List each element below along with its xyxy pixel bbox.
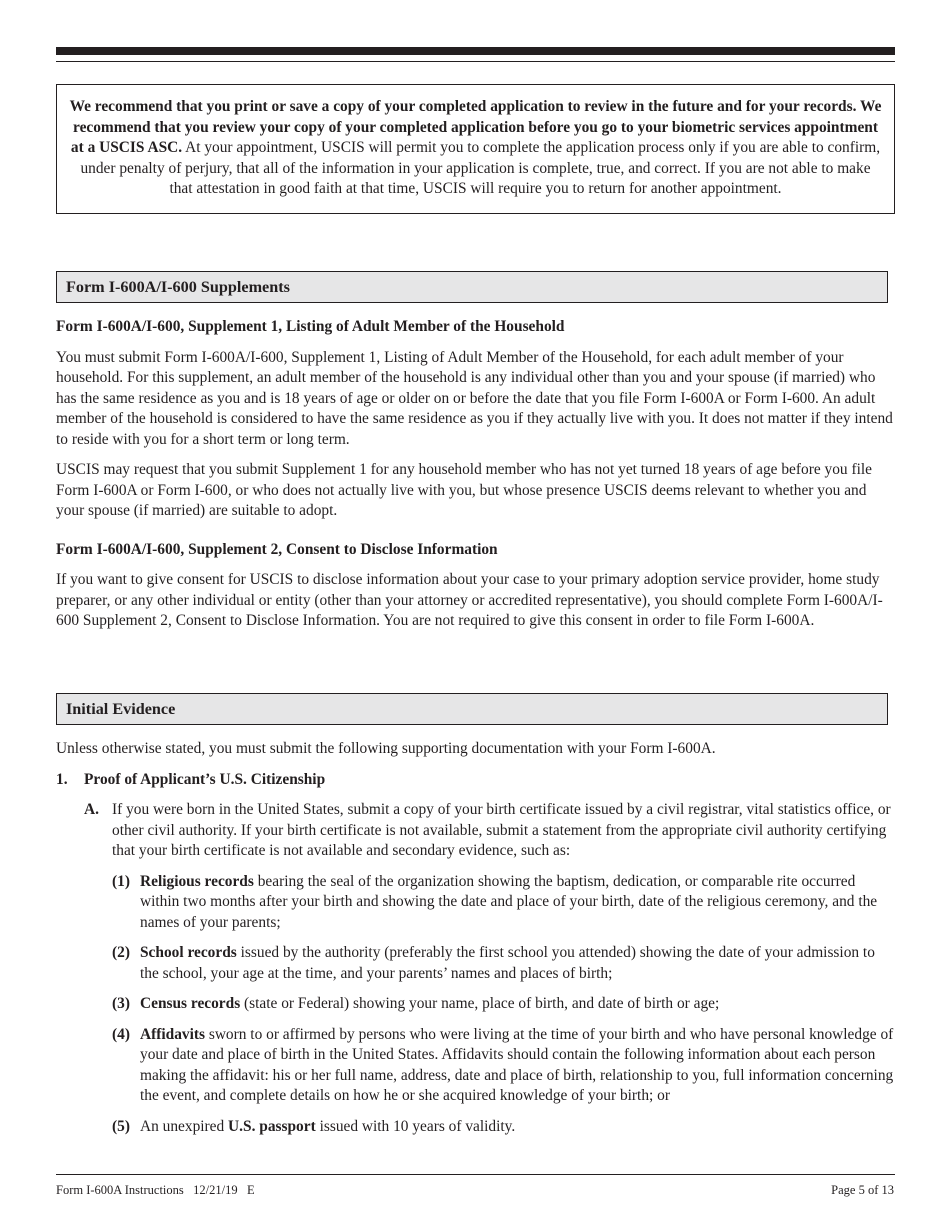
list-subitem-bold: Religious records [140, 872, 254, 890]
list-subitem-number: (1) [112, 872, 130, 890]
supplement-1-title: Form I-600A/I-600, Supplement 1, Listing of Adult Member of the Household [56, 318, 565, 335]
supplement-2-title: Form I-600A/I-600, Supplement 2, Consent to Disclose Information [56, 540, 498, 558]
list-item-text: If you were born in the United States, submit a copy of your birth certificate issued by a civil registrar, vital statistics office, or other civil authority. If your birth certificate is not available, submit a statement from the appropriate civil authority certifying that your birth certificate is not available and secondary evidence, such as: [112, 801, 891, 859]
header-rule-thin [56, 61, 895, 62]
list-subitem-number: (3) [112, 995, 130, 1012]
list-subitem-bold: School records [140, 944, 237, 961]
supplement-1-paragraph-2: USCIS may request that you submit Supplement 1 for any household member who has not yet turned 18 years of age before you file Form I-600A or Form I-600, or who does not actually live with you, but whose presence USCIS deems relevant to whether you and your spouse (if married) are suitable to adopt. [56, 461, 872, 519]
list-subitem-text [140, 1025, 895, 1107]
recommendation-notice [56, 84, 895, 214]
initial-evidence-intro: Unless otherwise stated, you must submit the following supporting documentation with your Form I-600A. [56, 740, 716, 757]
list-item-number: 1. [56, 770, 68, 788]
list-subitem-body: bearing the seal of the organization showing the baptism, dedication, or comparable rite occurred within two months after your birth and showing the date and place of your birth, date of the religious ceremony, and the names of your parents; [140, 872, 878, 931]
list-subitem-body: issued with 10 years of validity. [315, 1117, 516, 1135]
list-item-a [84, 800, 895, 862]
list-subitem-bold: Census records [140, 995, 241, 1012]
footer-form-id: Form I-600A Instructions 12/21/19 E [56, 1183, 255, 1197]
supplements-section-body [56, 317, 895, 632]
list-item-1 [56, 770, 895, 791]
list-subitem-text [140, 872, 895, 934]
list-subitem-body: (state or Federal) showing your name, place of birth, and date of birth or age; [240, 995, 720, 1012]
supplement-1-paragraph-1: You must submit Form I-600A/I-600, Supplement 1, Listing of Adult Member of the Household, for each adult member of your household. For this supplement, an adult member of the household is any individual other than you and your spouse (if married) who has the same residence as you and is 18 years of age or older on or before the date that you file Form I-600A or Form I-600. An adult member of the household is considered to have the same residence as you if they actually live with you. It does not matter if they intend to reside with you for a short term or long term. [56, 348, 893, 448]
list-subitem-bold: U.S. passport [228, 1117, 316, 1135]
list-subitem-body: sworn to or affirmed by persons who were living at the time of your birth and who have personal knowledge of your date and place of birth in the United States. Affidavits should contain the following information about each person making the affidavit: his or her full name, address, date and place of birth, relationship to you, full information concerning the event, and complete details on how he or she acquired knowledge of your birth; or [140, 1025, 894, 1104]
list-subitem-4 [112, 1025, 895, 1107]
list-subitem-2 [112, 943, 895, 984]
list-subitem-number: (5) [112, 1117, 130, 1135]
list-subitem-text [140, 994, 895, 1015]
list-subitem-text [140, 1117, 895, 1138]
list-subitem-number: (4) [112, 1025, 130, 1043]
initial-evidence-section-header: Initial Evidence [56, 693, 888, 725]
list-subitem-prefix: An unexpired [140, 1117, 229, 1135]
notice-bold-text: We recommend that you print or save a copy of your completed application to review in the future and for your records. We recommend that you review your copy of your completed application before you go to your biometric services appointment at a USCIS ASC. [69, 98, 882, 156]
list-subitem-text [140, 943, 895, 984]
supplement-2-paragraph: If you want to give consent for USCIS to disclose information about your case to your primary adoption service provider, home study preparer, or any other individual or entity (other than your attorney or accredited representative), you should complete Form I-600A/I-600 Supplement 2, Consent to Disclose Information. You are not required to give this consent in order to file Form I-600A. [56, 571, 883, 629]
notice-regular-text: At your appointment, USCIS will permit you to complete the application process only if you are able to confirm, under penalty of perjury, that all of the information in your application is complete, true, and correct. If you are not able to make that attestation in good faith at that time, USCIS will require you to return for another appointment. [80, 139, 881, 197]
footer-page-number: Page 5 of 13 [831, 1183, 894, 1197]
footer-rule [56, 1174, 895, 1175]
list-subitem-number: (2) [112, 944, 130, 961]
initial-evidence-body [56, 739, 895, 1137]
list-subitem-bold: Affidavits [140, 1025, 205, 1043]
list-item-letter: A. [84, 801, 99, 818]
header-rule-thick [56, 47, 895, 55]
list-subitem-1 [112, 872, 895, 934]
list-item-title: Proof of Applicant’s U.S. Citizenship [84, 770, 326, 788]
list-subitem-body: issued by the authority (preferably the first school you attended) showing the date of your admission to the school, your age at the time, and your parents’ names and places of birth; [140, 944, 875, 982]
list-subitem-3 [112, 994, 895, 1015]
supplements-section-header: Form I-600A/I-600 Supplements [56, 271, 888, 303]
list-subitem-5 [112, 1117, 895, 1138]
